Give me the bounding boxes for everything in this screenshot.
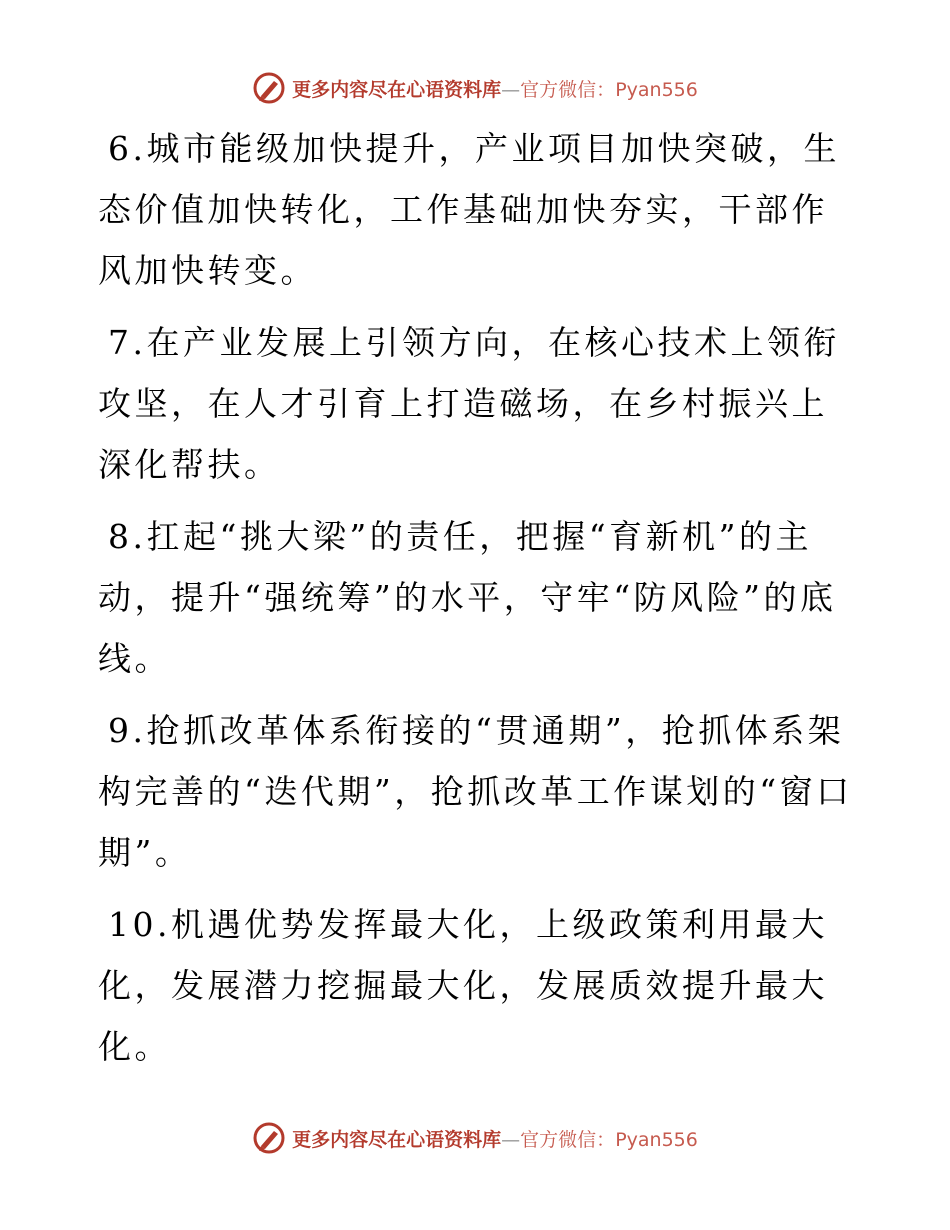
- paragraph-9: 9.抢抓改革体系衔接的“贯通期”，抢抓体系架构完善的“迭代期”，抢抓改革工作谋划的“窗口期”。: [98, 711, 853, 872]
- document-body: [98, 118, 858, 1088]
- banner-dash: —: [501, 1128, 521, 1151]
- banner-title: 更多内容尽在心语资料库: [292, 1128, 502, 1151]
- footer-banner: [0, 1118, 950, 1158]
- banner-dash: —: [501, 78, 521, 101]
- banner-id: Pyan556: [615, 1128, 698, 1151]
- pen-logo-icon: [252, 71, 286, 105]
- paragraph-7: 7.在产业发展上引领方向，在核心技术上领衔攻坚，在人才引育上打造磁场，在乡村振兴上深化帮扶。: [98, 323, 840, 484]
- header-banner: [0, 68, 950, 108]
- paragraph-6: 6.城市能级加快提升，产业项目加快突破，生态价值加快转化，工作基础加快夯实，干部作风加快转变。: [98, 129, 840, 290]
- banner-id: Pyan556: [615, 78, 698, 101]
- banner-text: [292, 1125, 698, 1152]
- paragraph-8: 8.扛起“挑大梁”的责任，把握“育新机”的主动，提升“强统筹”的水平，守牢“防风险”的底线。: [98, 517, 837, 678]
- banner-label: 官方微信：: [520, 78, 616, 101]
- pen-logo-icon: [252, 1121, 286, 1155]
- banner-title: 更多内容尽在心语资料库: [292, 78, 502, 101]
- banner-label: 官方微信：: [520, 1128, 616, 1151]
- paragraph-10: 10.机遇优势发挥最大化，上级政策利用最大化，发展潜力挖掘最大化，发展质效提升最大化。: [98, 905, 828, 1066]
- banner-text: [292, 75, 698, 102]
